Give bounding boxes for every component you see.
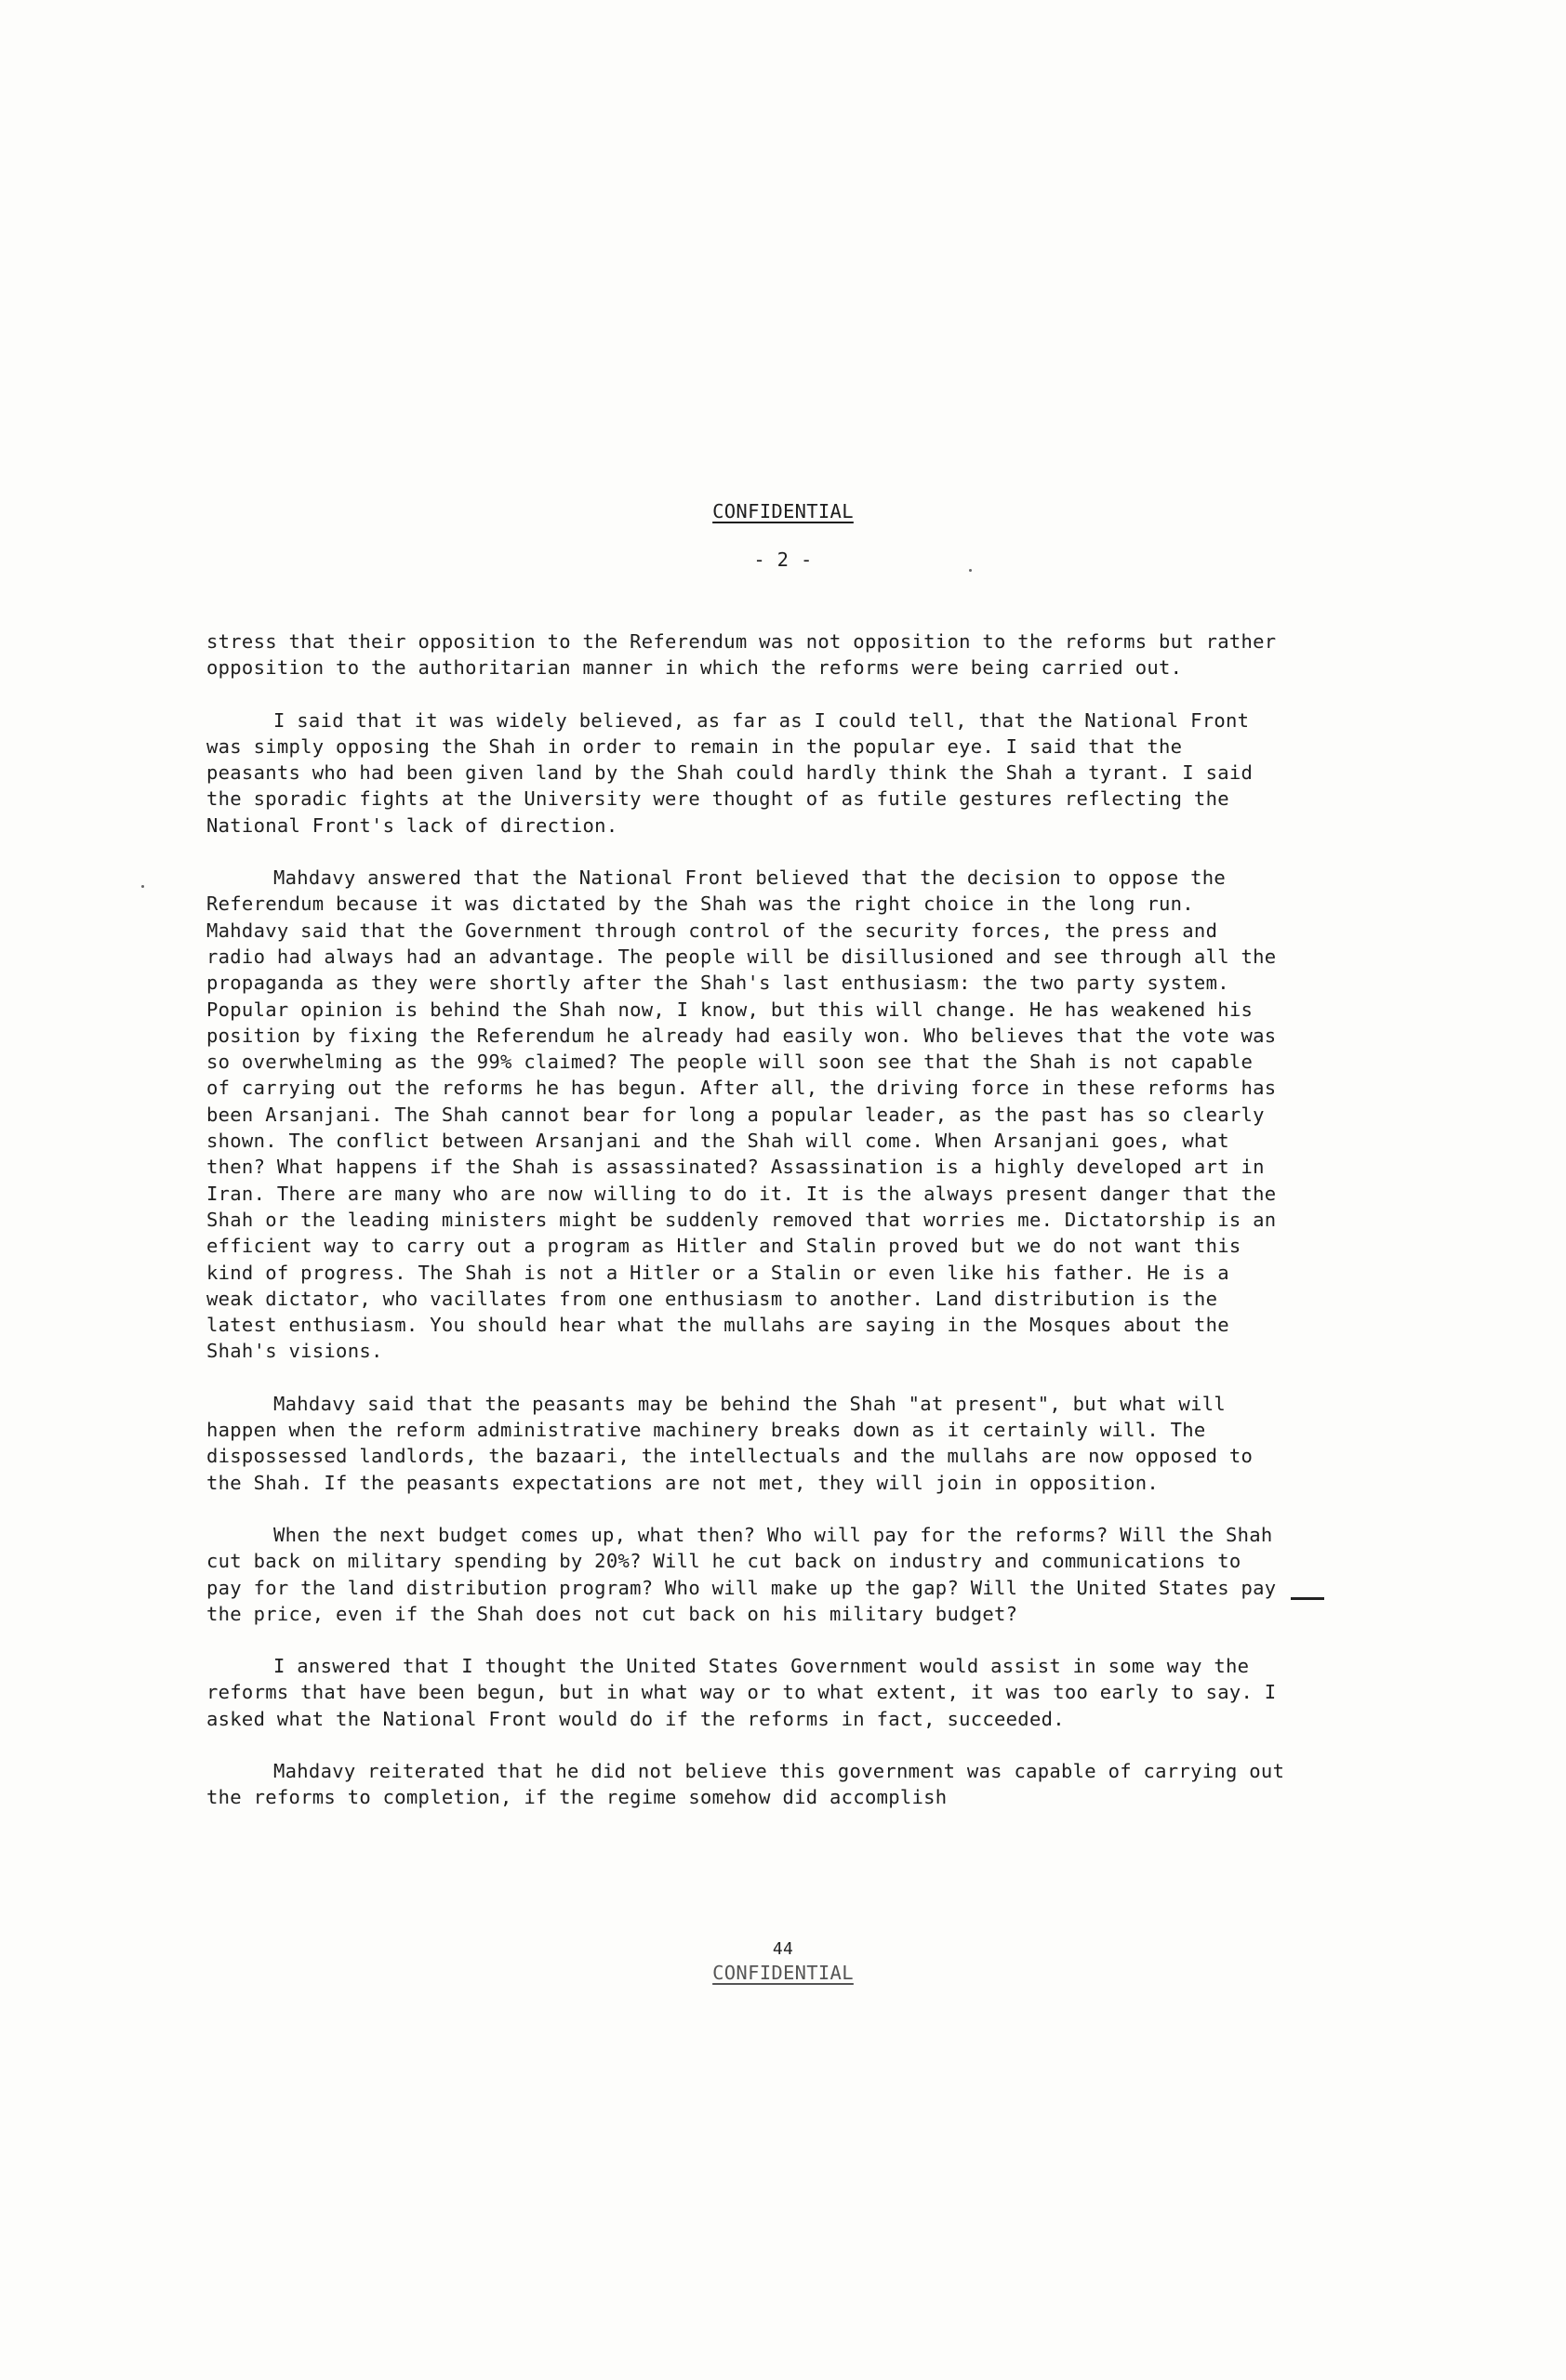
paragraph: stress that their opposition to the Referendum was not opposition to the reforms but rather opposition to the authoritarian manner in which the reforms were being carried out. <box>206 630 1277 680</box>
paragraph: Mahdavy answered that the National Front believed that the decision to oppose the Referendum because it was dictated by the Shah was the right choice in the long run. Mahdavy said that the Government through control of the security forces, the press and radio had always had an advantage. The people will be disillusioned and see through all the propaganda as they were shortly after the Shah's last enthusiasm: the two party system. Popular opinion is behind the Shah now, I know, but this will change. He has weakened his position by fixing the Referendum he already had easily won. Who believes that the vote was so overwhelming as the 99% claimed? The people will soon see that the Shah is not capable of carrying out the reforms he has begun. After all, the driving force in these reforms has been Arsanjani. The Shah cannot bear for long a popular leader, as the past has so clearly shown. The conflict between Arsanjani and the Shah will come. When Arsanjani goes, what then? What happens if the Shah is assassinated? Assassination is a highly developed art in Iran. There are many who are now willing to do it. It is the always present danger that the Shah or the leading ministers might be suddenly removed that worries me. Dictatorship is an efficient way to carry out a program as Hitler and Stalin proved but we do not want this kind of progress. The Shah is not a Hitler or a Stalin or even like his father. He is a weak dictator, who vacillates from one enthusiasm to another. Land distribution is the latest enthusiasm. You should hear what the mullahs are saying in the Mosques about the Shah's visions. <box>206 866 1277 1363</box>
page-number: - 2 - <box>753 549 813 571</box>
paragraph: Mahdavy reiterated that he did not believe this government was capable of carrying out the reforms to completion, if the regime somehow did accomplish <box>206 1759 1285 1809</box>
document-body <box>206 628 1285 1837</box>
scan-speck <box>969 569 972 572</box>
classification-header <box>0 500 1566 522</box>
scan-speck <box>141 885 144 888</box>
paragraph: Mahdavy said that the peasants may be behind the Shah "at present", but what will happen when the reform administrative machinery breaks down as it certainly will. The dispossessed landlords, the bazaari, the intellectuals and the mullahs are now opposed to the Shah. If the peasants expectations are not met, they will join in opposition. <box>206 1392 1254 1494</box>
paragraph: I said that it was widely believed, as far as I could tell, that the National Front was simply opposing the Shah in order to remain in the popular eye. I said that the peasants who had been given land by the Shah could hardly think the Shah a tyrant. I said the sporadic fights at the University were thought of as futile gestures reflecting the National Front's lack of direction. <box>206 708 1254 837</box>
paragraph: When the next budget comes up, what then? Who will pay for the reforms? Will the Shah cut back on military spending by 20%? Will he cut back on industry and communications to pay for the land distribution program? Who will make up the gap? Will the United States pay the price, even if the Shah does not cut back on his military budget? <box>206 1523 1277 1625</box>
classification-footer <box>0 1962 1566 1984</box>
footer-page-number: 44 <box>772 1939 794 1959</box>
classification-header-text: CONFIDENTIAL <box>712 500 854 522</box>
classification-footer-text: CONFIDENTIAL <box>712 1962 854 1984</box>
paragraph: I answered that I thought the United States Government would assist in some way the reforms that have been begun, but in what way or to what extent, it was too early to say. I asked what the National Front would do if the reforms in fact, succeeded. <box>206 1655 1277 1730</box>
margin-dash-mark <box>1291 1597 1324 1600</box>
